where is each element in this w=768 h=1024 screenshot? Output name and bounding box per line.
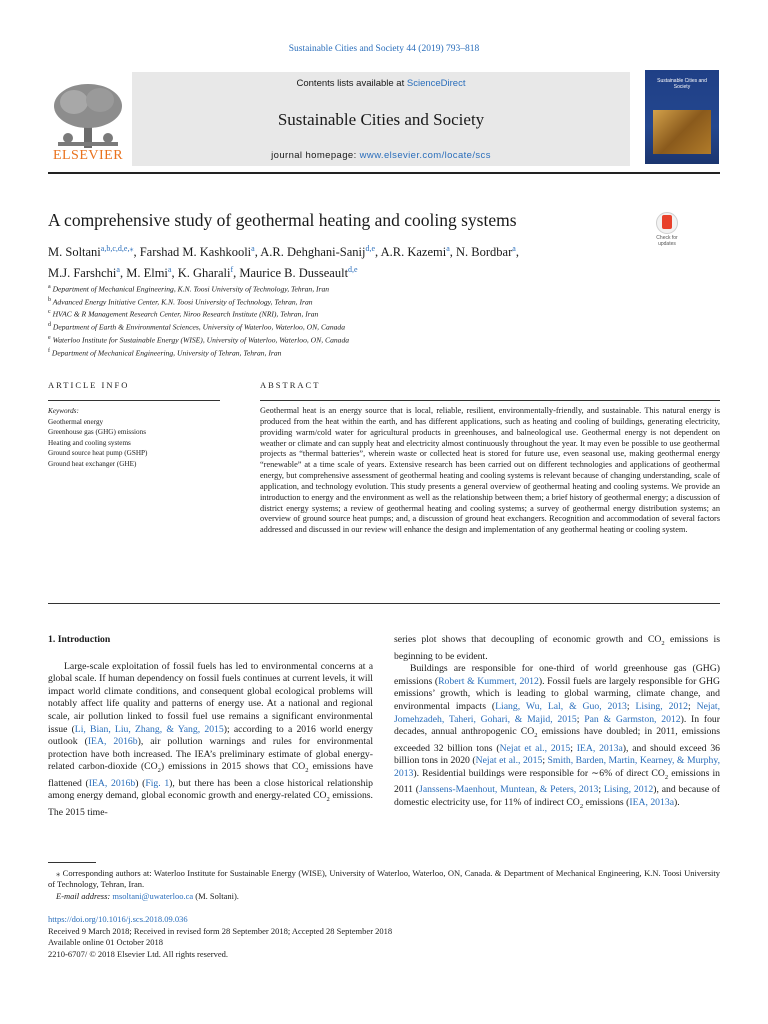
author-name[interactable]: Maurice B. Dusseault — [239, 266, 349, 281]
section-heading-introduction: 1. Introduction — [48, 634, 111, 645]
author-name[interactable]: M. Elmi — [126, 266, 168, 281]
body-paragraph: Large-scale exploitation of fossil fuels has led to environmental concerns at a global scale. If human dependency on fossil fuels continues at current levels, it will impact world climate conditions, and consequent global ecological problems will notably affect life quality and patterns of energy use. At a national and regional scale, air pollution linked to fossil fuel use remains a significant environmental issue (Li, Bian, Liu, Zhang, & Yang, 2015); according to a 2016 world energy outlook (IEA, 2016b), air pollution warnings and rules for environmental protection have both increased. The IEA’s preliminary estimate of global energy-related carbon-dioxide $(CO_2)$ emissions in 2015 shows that $CO_2$ emissions have flattened (IEA, 2016b) (Fig. 1), but there has been a close historical relationship among energy demand, global economic growth and energy-related $CO_2$ emissions. The 2015 time- — [48, 660, 374, 818]
cover-title: Sustainable Cities and Society — [657, 78, 707, 90]
abstract-divider — [260, 400, 720, 401]
body-column-right — [394, 634, 720, 813]
keyword: Greenhouse gas (GHG) emissions — [48, 428, 147, 436]
author-name[interactable]: N. Bordbar — [456, 245, 513, 260]
author-affil-sup[interactable]: a,b,c,d,e,⁎ — [100, 244, 134, 253]
citation-link[interactable]: Pan & Garmston, 2012 — [584, 713, 681, 725]
article-info-heading: ARTICLE INFO — [48, 380, 130, 390]
author-affil-sup[interactable]: a — [512, 244, 516, 253]
citation-link[interactable]: Nejat et al., 2015 — [499, 742, 571, 754]
keyword: Geothermal energy — [48, 417, 104, 426]
author-affil-sup[interactable]: d,e — [348, 265, 358, 275]
citation-link[interactable]: Nejat et al., 2015 — [475, 755, 543, 767]
author-affil-sup[interactable]: a — [446, 244, 450, 253]
journal-title: Sustainable Cities and Society — [277, 110, 485, 129]
author-name[interactable]: Farshad M. Kashkooli — [139, 245, 252, 260]
author-affil-sup[interactable]: a — [251, 244, 255, 253]
publisher-name: ELSEVIER — [52, 148, 124, 163]
citation-link[interactable]: Li, Bian, Liu, Zhang, & Yang, 2015 — [74, 723, 224, 735]
sciencedirect-link[interactable]: ScienceDirect — [406, 78, 466, 89]
citation-link[interactable]: IEA, 2016b — [88, 777, 136, 789]
citation-link[interactable]: IEA, 2016b — [87, 736, 138, 748]
citation-link[interactable]: IEA, 2013a — [629, 796, 675, 808]
figure-link[interactable]: Fig. 1 — [145, 777, 170, 789]
copyright-line: 2210-6707/ © 2018 Elsevier Ltd. All rights reserved. — [48, 948, 228, 959]
body-column-left — [48, 634, 373, 820]
body-paragraph: Buildings are responsible for one-third of world greenhouse gas (GHG) emissions (Robert & Kummert, 2012). Fossil fuels are largely responsible for GHG emissions’ growth, which is leading to global warming, climate change, and environmental impacts (Liang, Wu, Lal, & Guo, 2013; Lising, 2012; Nejat, Jomehzadeh, Taheri, Gohari, & Majid, 2015; Pan & Garmston, 2012). In four decades, annual anthropogenic $CO_2$ emissions have doubled; in 2011, emissions exceeded 32 billion tons (Nejat et al., 2015; IEA, 2013a), and should exceed 36 billion tons in 2020 (Nejat et al., 2015; Smith, Barden, Martin, Kearney, & Murphy, 2013). Residential buildings were responsible for ∼6% of direct $CO_2$ emissions in 2011 (Janssens-Maenhout, Muntean, & Peters, 2013; Lising, 2012), and because of domestic electricity use, for 11% of indirect $CO_2$ emissions (IEA, 2013a). — [394, 663, 721, 810]
affiliation: $^b$ Advanced Energy Initiative Center, K.N. Toosi University of Technology, Tehran, Iran — [48, 296, 313, 307]
citation-link[interactable]: Smith, Barden, Martin, Kearney, & Murphy, 2013 — [394, 755, 720, 779]
citation-link[interactable]: Nejat, Jomehzadeh, Taheri, Gohari, & Majid, 2015 — [394, 700, 720, 725]
keywords-label: Keywords: — [48, 407, 79, 415]
homepage-link[interactable]: www.elsevier.com/locate/scs — [359, 150, 491, 161]
crossmark-badge[interactable] — [650, 212, 684, 252]
journal-cover-thumbnail[interactable] — [645, 70, 719, 164]
body-paragraph: series plot shows that decoupling of economic growth and $CO_2$ emissions is beginning to be evident. — [394, 634, 720, 662]
article-info-divider — [48, 400, 220, 401]
author-name[interactable]: M.J. Farshchi — [48, 266, 117, 281]
author-affil-sup[interactable]: a — [167, 265, 172, 275]
affiliation: $^e$ Waterloo Institute for Sustainable Energy (WISE), University of Waterloo, Waterloo, ON, Canada — [48, 334, 350, 345]
crossmark-label: Check for updates — [656, 235, 678, 247]
journal-banner — [132, 72, 630, 166]
bibliographic-info — [48, 914, 720, 960]
affiliation-list — [48, 282, 688, 358]
contents-prefix: Contents lists available at — [296, 78, 407, 89]
citation-link[interactable]: Liang, Wu, Lal, & Guo, 2013 — [495, 700, 627, 712]
contents-line — [132, 78, 630, 89]
citation-link[interactable]: IEA, 2013a — [576, 742, 623, 754]
affiliation: $^c$ HVAC & R Management Research Center, Niroo Research Institute (NRI), Tehran, Iran — [48, 309, 319, 319]
doi-link[interactable]: https://doi.org/10.1016/j.scs.2018.09.036 — [48, 914, 188, 924]
author-list: M. Soltani$^{a,b,c,d,e,⁎}$, Farshad M. Kashkooli$^a$, A.R. Dehghani-Sanij$^{d,e}$, A.R. Kazemi$^a$, N. Bordbar$^a$, M.J. Farshchi$^a$, M. Elmi$^a$, K. Gharali$^f$, Maurice B. Dusseault$^{d,e}$ — [48, 244, 519, 281]
cover-image — [653, 110, 711, 154]
email-link[interactable]: msoltani@uwaterloo.ca — [112, 890, 194, 901]
email-label: E-mail address: — [56, 890, 111, 901]
received-dates: Received 9 March 2018; Received in revised form 28 September 2018; Accepted 28 September 2018 — [48, 925, 393, 936]
author-name[interactable]: A.R. Kazemi — [380, 245, 447, 260]
corresponding-author-note: ⁎ Corresponding authors at: Waterloo Institute for Sustainable Energy (WISE), University of Waterloo, Waterloo, ON, Canada. & Department of Mechanical Engineering, K.N. Toosi University of Technology, Tehran, Iran. — [48, 868, 720, 890]
footnote-divider — [48, 862, 96, 863]
available-online-date: Available online 01 October 2018 — [48, 937, 164, 948]
email-note: E-mail address: msoltani@uwaterloo.ca (M. Soltani). — [56, 890, 239, 901]
citation-link[interactable]: Janssens-Maenhout, Muntean, & Peters, 2013 — [419, 784, 599, 796]
author-name[interactable]: M. Soltani — [48, 245, 101, 260]
affiliation: $^d$ Department of Earth & Environmental Sciences, University of Waterloo, Waterloo, ON, Canada — [48, 322, 346, 332]
keywords-block — [48, 406, 248, 469]
author-affil-sup[interactable]: d,e — [365, 244, 376, 253]
citation-link[interactable]: Robert & Kummert, 2012 — [438, 675, 539, 687]
footnotes — [48, 868, 720, 902]
keyword: Ground heat exchanger (GHE) — [48, 459, 137, 468]
citation-link[interactable]: Lising, 2012 — [635, 700, 688, 712]
journal-reference[interactable]: Sustainable Cities and Society 44 (2019) 793–818 — [288, 44, 480, 54]
masthead — [48, 68, 720, 166]
affiliation: $^f$ Department of Mechanical Engineering, University of Tehran, Tehran, Iran — [48, 347, 282, 358]
homepage-prefix: journal homepage: — [271, 150, 360, 161]
journal-homepage — [132, 150, 630, 161]
keyword: Heating and cooling systems — [48, 438, 131, 447]
bookmark-icon — [662, 215, 672, 229]
author-name[interactable]: K. Gharali — [177, 266, 231, 281]
abstract-heading: ABSTRACT — [260, 380, 321, 390]
article-title: A comprehensive study of geothermal heating and cooling systems — [48, 210, 517, 230]
affiliation: $^a$ Department of Mechanical Engineering, K.N. Toosi University of Technology, Tehran, Iran — [48, 284, 330, 294]
author-name[interactable]: A.R. Dehghani-Sanij — [260, 245, 366, 260]
abstract-text: Geothermal heat is an energy source that is local, reliable, resilient, environmentally-friendly, and sustainable. This natural energy is produced from the heat within the earth, and has different applications, such as heating and cooling of buildings, generating electricity, providing warm/cold water for agricultural products in greenhouses, and balneological use. Geothermal energy is not dependent on weather or climate and can supply heat and electricity almost continuously throughout the year. It may even be possible to use geothermal projects as “thermal batteries”, wherein waste or collected heat is stored for future use, even seasonal use, making geothermal energy “renewable” at a time scale of years. Extensive research has been carried out on different technologies and applications of geothermal energy, but comprehensive assessment of geothermal heating and cooling systems is relevant because of changing understanding, scale of application, and technology evolution. This study presents a general overview of geothermal heating and cooling systems. We provide an introduction to energy and the environment as well as the relationship between them; a brief history of geothermal energy; a discussion of district energy systems; a review of geothermal heating and cooling systems; a survey of geothermal energy distribution systems; an overview of ground source heat pumps; and, a discussion of ground heat exchangers. Recognition and accommodation of several factors addressed and discussed in our review will enhance the design and implementation of any geothermal heating or cooling system. — [260, 406, 720, 535]
author-affil-sup[interactable]: a — [116, 265, 120, 275]
citation-link[interactable]: Lising, 2012 — [603, 784, 654, 796]
keyword: Ground source heat pump (GSHP) — [48, 449, 148, 457]
header-divider — [48, 172, 720, 174]
author-affil-sup[interactable]: f — [230, 265, 234, 275]
abstract-bottom-divider — [48, 603, 720, 604]
